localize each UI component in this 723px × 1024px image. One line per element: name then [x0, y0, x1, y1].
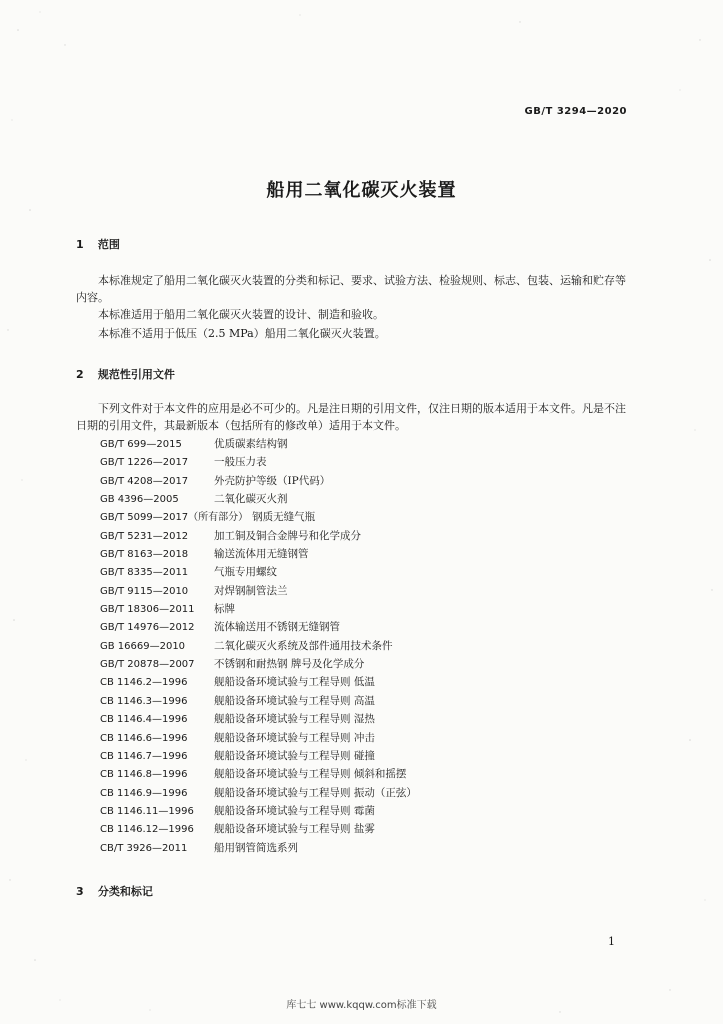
- reference-code: GB/T 4208—2017: [100, 475, 189, 487]
- reference-code: CB 1146.8—1996: [100, 769, 188, 781]
- standard-number: GB/T 3294—2020: [524, 106, 627, 117]
- reference-title: 对焊钢制管法兰: [214, 584, 288, 597]
- reference-title: 舰船设备环境试验与工程导则 振动（正弦）: [214, 786, 417, 799]
- section-2-heading: [76, 366, 175, 382]
- reference-title: 舰船设备环境试验与工程导则 高温: [214, 694, 375, 707]
- reference-code: CB/T 3926—2011: [100, 842, 188, 854]
- reference-title: 舰船设备环境试验与工程导则 霉菌: [214, 804, 375, 817]
- reference-code: GB/T 1226—2017: [100, 457, 189, 469]
- reference-code: CB 1146.2—1996: [100, 677, 188, 689]
- reference-item: [100, 747, 600, 765]
- reference-item: [100, 435, 600, 453]
- reference-item: [100, 637, 600, 655]
- section-number: 2: [76, 368, 84, 381]
- reference-title: 舰船设备环境试验与工程导则 倾斜和摇摆: [214, 768, 407, 781]
- reference-title: 舰船设备环境试验与工程导则 碰撞: [214, 749, 375, 762]
- reference-code: GB/T 14976—2012: [100, 622, 195, 634]
- reference-item: [100, 673, 600, 691]
- reference-title: 钢质无缝气瓶: [252, 511, 316, 524]
- page-number: 1: [608, 935, 615, 948]
- reference-item: [100, 692, 600, 710]
- reference-code: GB/T 9115—2010: [100, 585, 189, 597]
- reference-code: GB/T 8163—2018: [100, 549, 189, 561]
- reference-title: 一般压力表: [214, 456, 267, 469]
- reference-title: 舰船设备环境试验与工程导则 低温: [214, 676, 375, 689]
- reference-item: [100, 710, 600, 728]
- reference-item: [100, 527, 600, 545]
- reference-title: 标牌: [214, 603, 235, 616]
- reference-code: CB 1146.12—1996: [100, 824, 194, 836]
- reference-code: GB/T 18306—2011: [100, 604, 195, 616]
- section-title: 范围: [97, 238, 120, 251]
- references-intro: 下列文件对于本文件的应用是必不可少的。凡是注日期的引用文件，仅注日期的版本适用于本文件。凡是不注日期的引用文件，其最新版本（包括所有的修改单）适用于本文件。: [76, 402, 626, 432]
- reference-title: 气瓶专用螺纹: [214, 566, 277, 579]
- reference-item: [100, 563, 600, 581]
- reference-item: [100, 784, 600, 802]
- reference-item: [100, 545, 600, 563]
- reference-code: CB 1146.6—1996: [100, 732, 188, 744]
- reference-code: CB 1146.9—1996: [100, 787, 188, 799]
- reference-title: 二氧化碳灭火剂: [214, 493, 288, 506]
- reference-title: 优质碳素结构钢: [214, 438, 288, 450]
- reference-title: 输送流体用无缝钢管: [214, 548, 309, 561]
- footer-watermark: 库七七 www.kqqw.com标准下载: [286, 1000, 437, 1011]
- reference-code: GB 16669—2010: [100, 640, 186, 652]
- reference-item: [100, 765, 600, 783]
- reference-item: [100, 508, 600, 526]
- reference-item: [100, 729, 600, 747]
- reference-title: 舰船设备环境试验与工程导则 盐雾: [214, 823, 375, 836]
- reference-code: GB 4396—2005: [100, 494, 179, 506]
- reference-title: 不锈钢和耐热钢 牌号及化学成分: [214, 658, 365, 671]
- reference-title: 舰船设备环境试验与工程导则 湿热: [214, 713, 375, 726]
- section-title: 规范性引用文件: [97, 368, 175, 381]
- reference-item: [100, 820, 600, 838]
- reference-title: 二氧化碳灭火系统及部件通用技术条件: [214, 639, 393, 652]
- reference-title: 加工铜及铜合金牌号和化学成分: [214, 529, 361, 542]
- reference-item: [100, 618, 600, 636]
- scope-paragraph-3: 本标准不适用于低压（2.5 MPa）船用二氧化碳灭火装置。: [98, 327, 386, 340]
- section-title: 分类和标记: [97, 885, 153, 898]
- section-number: 3: [76, 885, 84, 898]
- document-title: 船用二氧化碳灭火装置: [266, 180, 457, 201]
- reference-code: GB/T 20878—2007: [100, 659, 195, 671]
- reference-item: [100, 839, 600, 857]
- reference-title: 舰船设备环境试验与工程导则 冲击: [214, 731, 375, 744]
- reference-item: [100, 802, 600, 820]
- reference-code: GB/T 699—2015: [100, 439, 182, 450]
- reference-code: GB/T 5231—2012: [100, 530, 189, 542]
- reference-title: 船用钢管简选系列: [214, 841, 298, 854]
- reference-code: CB 1146.3—1996: [100, 695, 188, 707]
- reference-title: 流体输送用不锈钢无缝钢管: [214, 621, 340, 634]
- reference-item: [100, 490, 600, 508]
- scope-paragraph-2: 本标准适用于船用二氧化碳灭火装置的设计、制造和验收。: [98, 308, 384, 321]
- references-list: [100, 435, 600, 857]
- reference-code: CB 1146.11—1996: [100, 805, 194, 817]
- reference-item: [100, 655, 600, 673]
- reference-code: CB 1146.7—1996: [100, 750, 188, 762]
- reference-code: GB/T 8335—2011: [100, 567, 189, 579]
- section-3-heading: [76, 883, 153, 899]
- reference-code: CB 1146.4—1996: [100, 714, 188, 726]
- reference-item: [100, 582, 600, 600]
- reference-item: [100, 453, 600, 471]
- section-number: 1: [76, 238, 84, 251]
- reference-item: [100, 472, 600, 490]
- reference-item: [100, 600, 600, 618]
- reference-code: GB/T 5099—2017（所有部分）: [100, 512, 249, 524]
- reference-title: 外壳防护等级（IP代码）: [214, 474, 331, 487]
- section-1-heading: [76, 236, 120, 252]
- scope-paragraph-1: 本标准规定了船用二氧化碳灭火装置的分类和标记、要求、试验方法、检验规则、标志、包装、运输和贮存等内容。: [76, 274, 626, 304]
